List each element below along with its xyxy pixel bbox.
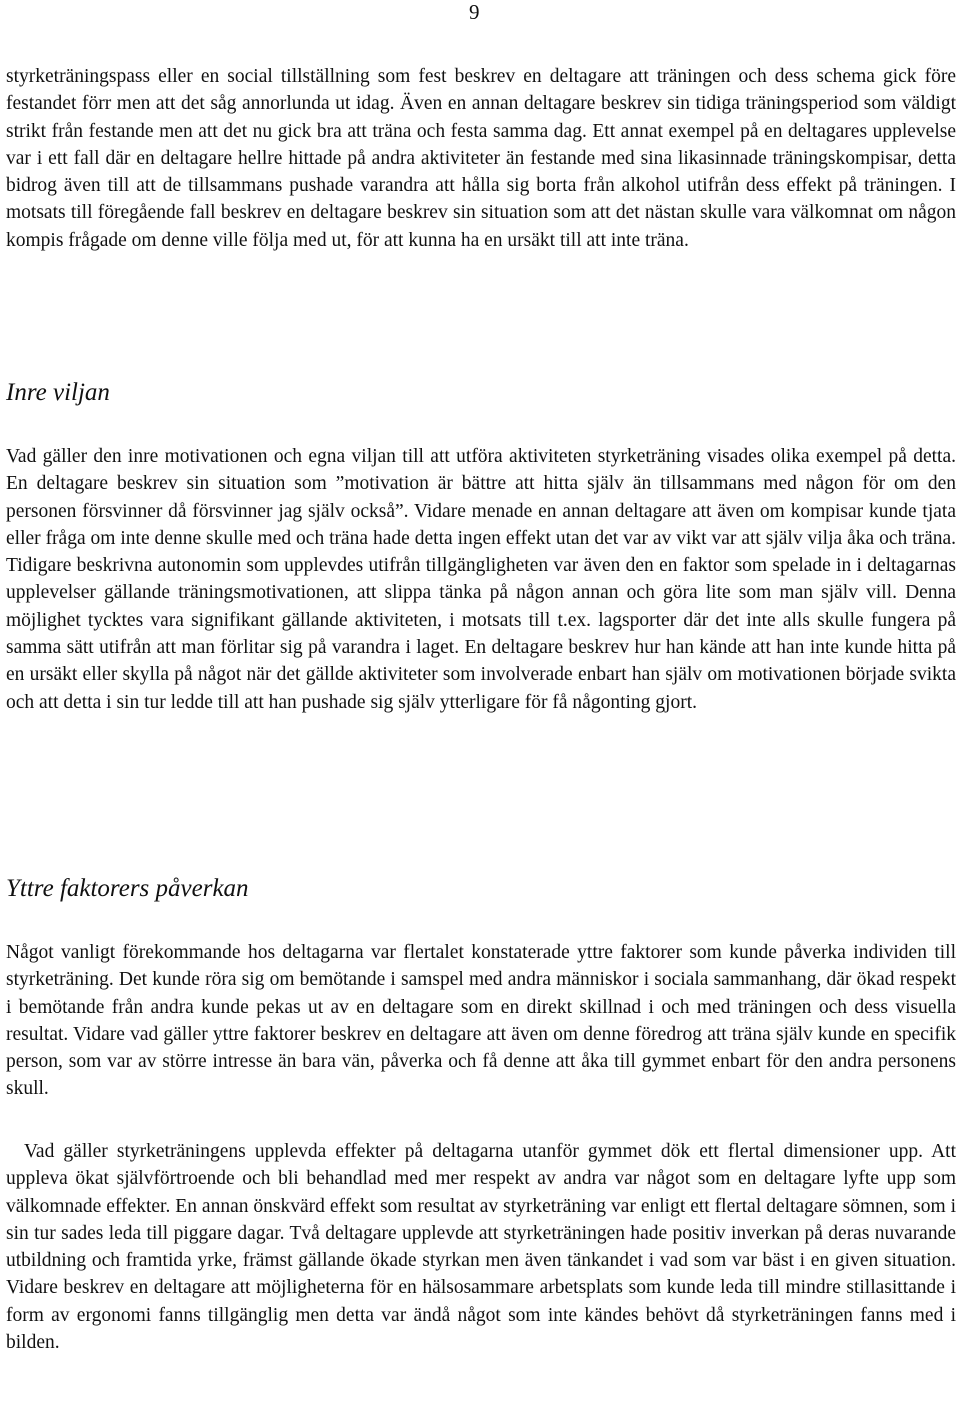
body-paragraph-4: Vad gäller styrketräningens upplevda effekter på deltagarna utanför gymmet dök ett flertal dimensioner upp. Att uppleva ökat självförtroende och bli behandlad med mer respekt av andra var något som en deltagare lyfte upp som välkomnade effekter. En annan önskvärd effekt som resultat av styrketräning var enligt ett flertal deltagare sömnen, som i sin tur sades leda till piggare dagar. Två deltagare upplevde att styrketräningen hade positiv inverkan på deras nuvarande utbildning och framtida yrke, främst gällande ökade styrkan men även tänkandet i vad som var bäst i en given situation. Vidare beskrev en deltagare att möjligheterna för en hälsosammare arbetsplats som kunde leda till mindre stillasittande i form av ergonomi fanns tillgänglig men detta var ändå något som inte kändes behövt då styrketräningen fanns med i bilden. [6, 1141, 956, 1354]
page-number: 9 [469, 0, 480, 24]
body-paragraph-2: Vad gäller den inre motivationen och egna viljan till att utföra aktiviteten styrketräning visades olika exempel på detta. En deltagare beskrev sin situation som ”motivation är bättre att hitta själv än tillsammans med någon för om den personen försvinner då försvinner jag själv också”. Vidare menade en annan deltagare att även om kompisar kunde tjata eller fråga om inte denne skulle med och träna hade detta ingen effekt utan det var av vikt var att själv vilja åka och träna. Tidigare beskrivna autonomin som upplevdes utifrån tillgängligheten var även den en faktor som spelade in i deltagarnas upplevelser gällande träningsmotivationen, att slippa tänka på någon annan och göra lite som man själv vill. Denna möjlighet tycktes vara signifikant gällande aktiviteten, i motsats till t.ex. lagsporter där det inte alls skulle fungera på samma sätt utifrån att man förlitar sig på varandra i laget. En deltagare beskrev hur han kände att han inte kunde hitta på en ursäkt eller skylla på något när det gällde aktiviteter som involverade enbart han själv om motivationen började svikta och att detta i sin tur ledde till att han pushade sig själv ytterligare för få någonting gjort. [6, 446, 956, 713]
section-heading-yttre-faktorers-paverkan: Yttre faktorers påverkan [6, 875, 249, 902]
body-paragraph-1: styrketräningspass eller en social tillställning som fest beskrev en deltagare att träningen och dess schema gick före festandet förr men att det såg annorlunda ut idag. Även en annan deltagare beskrev sin tidiga träningsperiod som väldigt strikt från festande men att det nu gick bra att träna och festa samma dag. Ett annat exempel på en deltagares upplevelse var i ett fall där en deltagare hellre hittade på andra aktiviteter än festande med sina likasinnade träningskompisar, detta bidrog även till att de tillsammans pushade varandra att hålla sig borta från alkohol utifrån dess effekt på träningen. I motsats till föregående fall beskrev en deltagare beskrev sin situation som att det nästan skulle vara välkomnat om någon kompis frågade om denne ville följa med ut, för att kunna ha en ursäkt till att inte träna. [6, 66, 956, 251]
section-heading-inre-viljan: Inre viljan [6, 379, 110, 406]
body-paragraph-3: Något vanligt förekommande hos deltagarna var flertalet konstaterade yttre faktorer som kunde påverka individen till styrketräning. Det kunde röra sig om bemötande i samspel med andra människor i sociala sammanhang, där ökad respekt i bemötande från andra kunde pekas ut av en deltagare som en direkt skillnad i och med träningen och dess visuella resultat. Vidare vad gäller yttre faktorer beskrev en deltagare att även om denne föredrog att träna själv kunde en specifik person, som var av större intresse än bara vän, påverka och få denne att åka till gymmet enbart för den andra personens skull. [6, 942, 956, 1100]
